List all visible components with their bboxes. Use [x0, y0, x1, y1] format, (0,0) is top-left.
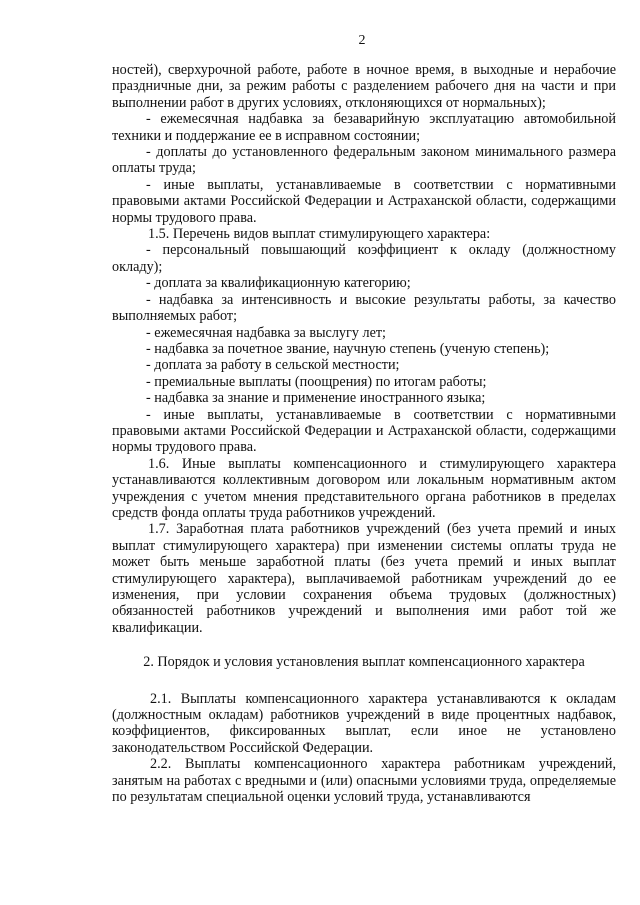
clause-2-1: 2.1. Выплаты компенсационного характера устанавливаются к окладам (должностным окладам) работников учреждений в виде процентных надбавок, коэффициентов, фиксированных выплат, если иное не установлено законодательством Российской Федерации. [112, 690, 616, 756]
clause-1-5: 1.5. Перечень видов выплат стимулирующего характера: [148, 226, 491, 243]
list-item: - доплаты до установленного федеральным законом минимального размера оплаты труда; [112, 144, 616, 177]
list-item: - ежемесячная надбавка за выслугу лет; [146, 324, 387, 341]
clause-1-6: 1.6. Иные выплаты компенсационного и стимулирующего характера устанавливаются коллективным договором или локальным нормативным актом учреждения с учетом мнения представительного органа работников в пределах средств фонда оплаты труда работников учреждений. [112, 455, 616, 521]
list-item: - надбавка за интенсивность и высокие результаты работы, за качество выполняемых работ; [112, 291, 616, 325]
list-item: - премиальные выплаты (поощрения) по итогам работы; [146, 373, 487, 390]
page-number: 2 [358, 33, 366, 48]
list-item: - надбавка за почетное звание, научную степень (ученую степень); [146, 340, 550, 357]
clause-2-2: 2.2. Выплаты компенсационного характера работникам учреждений, занятым на работах с вредными и (или) опасными условиями труда, определяемые по результатам специальной оценки условий труда, устанавливаются [112, 756, 616, 806]
list-item: - иные выплаты, устанавливаемые в соответствии с нормативными правовыми актами Российской Федерации и Астраханской области, содержащими нормы трудового права. [112, 406, 616, 456]
document-body [112, 62, 616, 805]
list-item: - доплата за квалификационную категорию; [146, 275, 411, 292]
list-item: - иные выплаты, устанавливаемые в соответствии с нормативными правовыми актами Российской Федерации и Астраханской области, содержащими нормы трудового права. [112, 176, 616, 226]
list-item: - доплата за работу в сельской местности; [146, 357, 400, 374]
paragraph-continuation: ностей), сверхурочной работе, работе в ночное время, в выходные и нерабочие праздничные дни, за режим работы с разделением рабочего дня на части и при выполнении работ в других условиях, отклоняющихся от нормальных); [112, 62, 616, 111]
list-item: - персональный повышающий коэффициент к окладу (должностному окладу); [112, 242, 616, 275]
list-item: - ежемесячная надбавка за безаварийную эксплуатацию автомобильной техники и поддержание ее в исправном состоянии; [112, 111, 616, 144]
list-item: - надбавка за знание и применение иностранного языка; [146, 390, 486, 407]
section-heading: 2. Порядок и условия установления выплат компенсационного характера [143, 654, 585, 671]
clause-1-7: 1.7. Заработная плата работников учреждений (без учета премий и иных выплат стимулирующего характера) при изменении системы оплаты труда не может быть меньше заработной платы (без учета премий и иных выплат стимулирующего характера), выплачиваемой работникам учреждений до ее изменения, при условии сохранения объема трудовых (должностных) обязанностей работников учреждений и выполнения ими работ той же квалификации. [112, 521, 616, 636]
